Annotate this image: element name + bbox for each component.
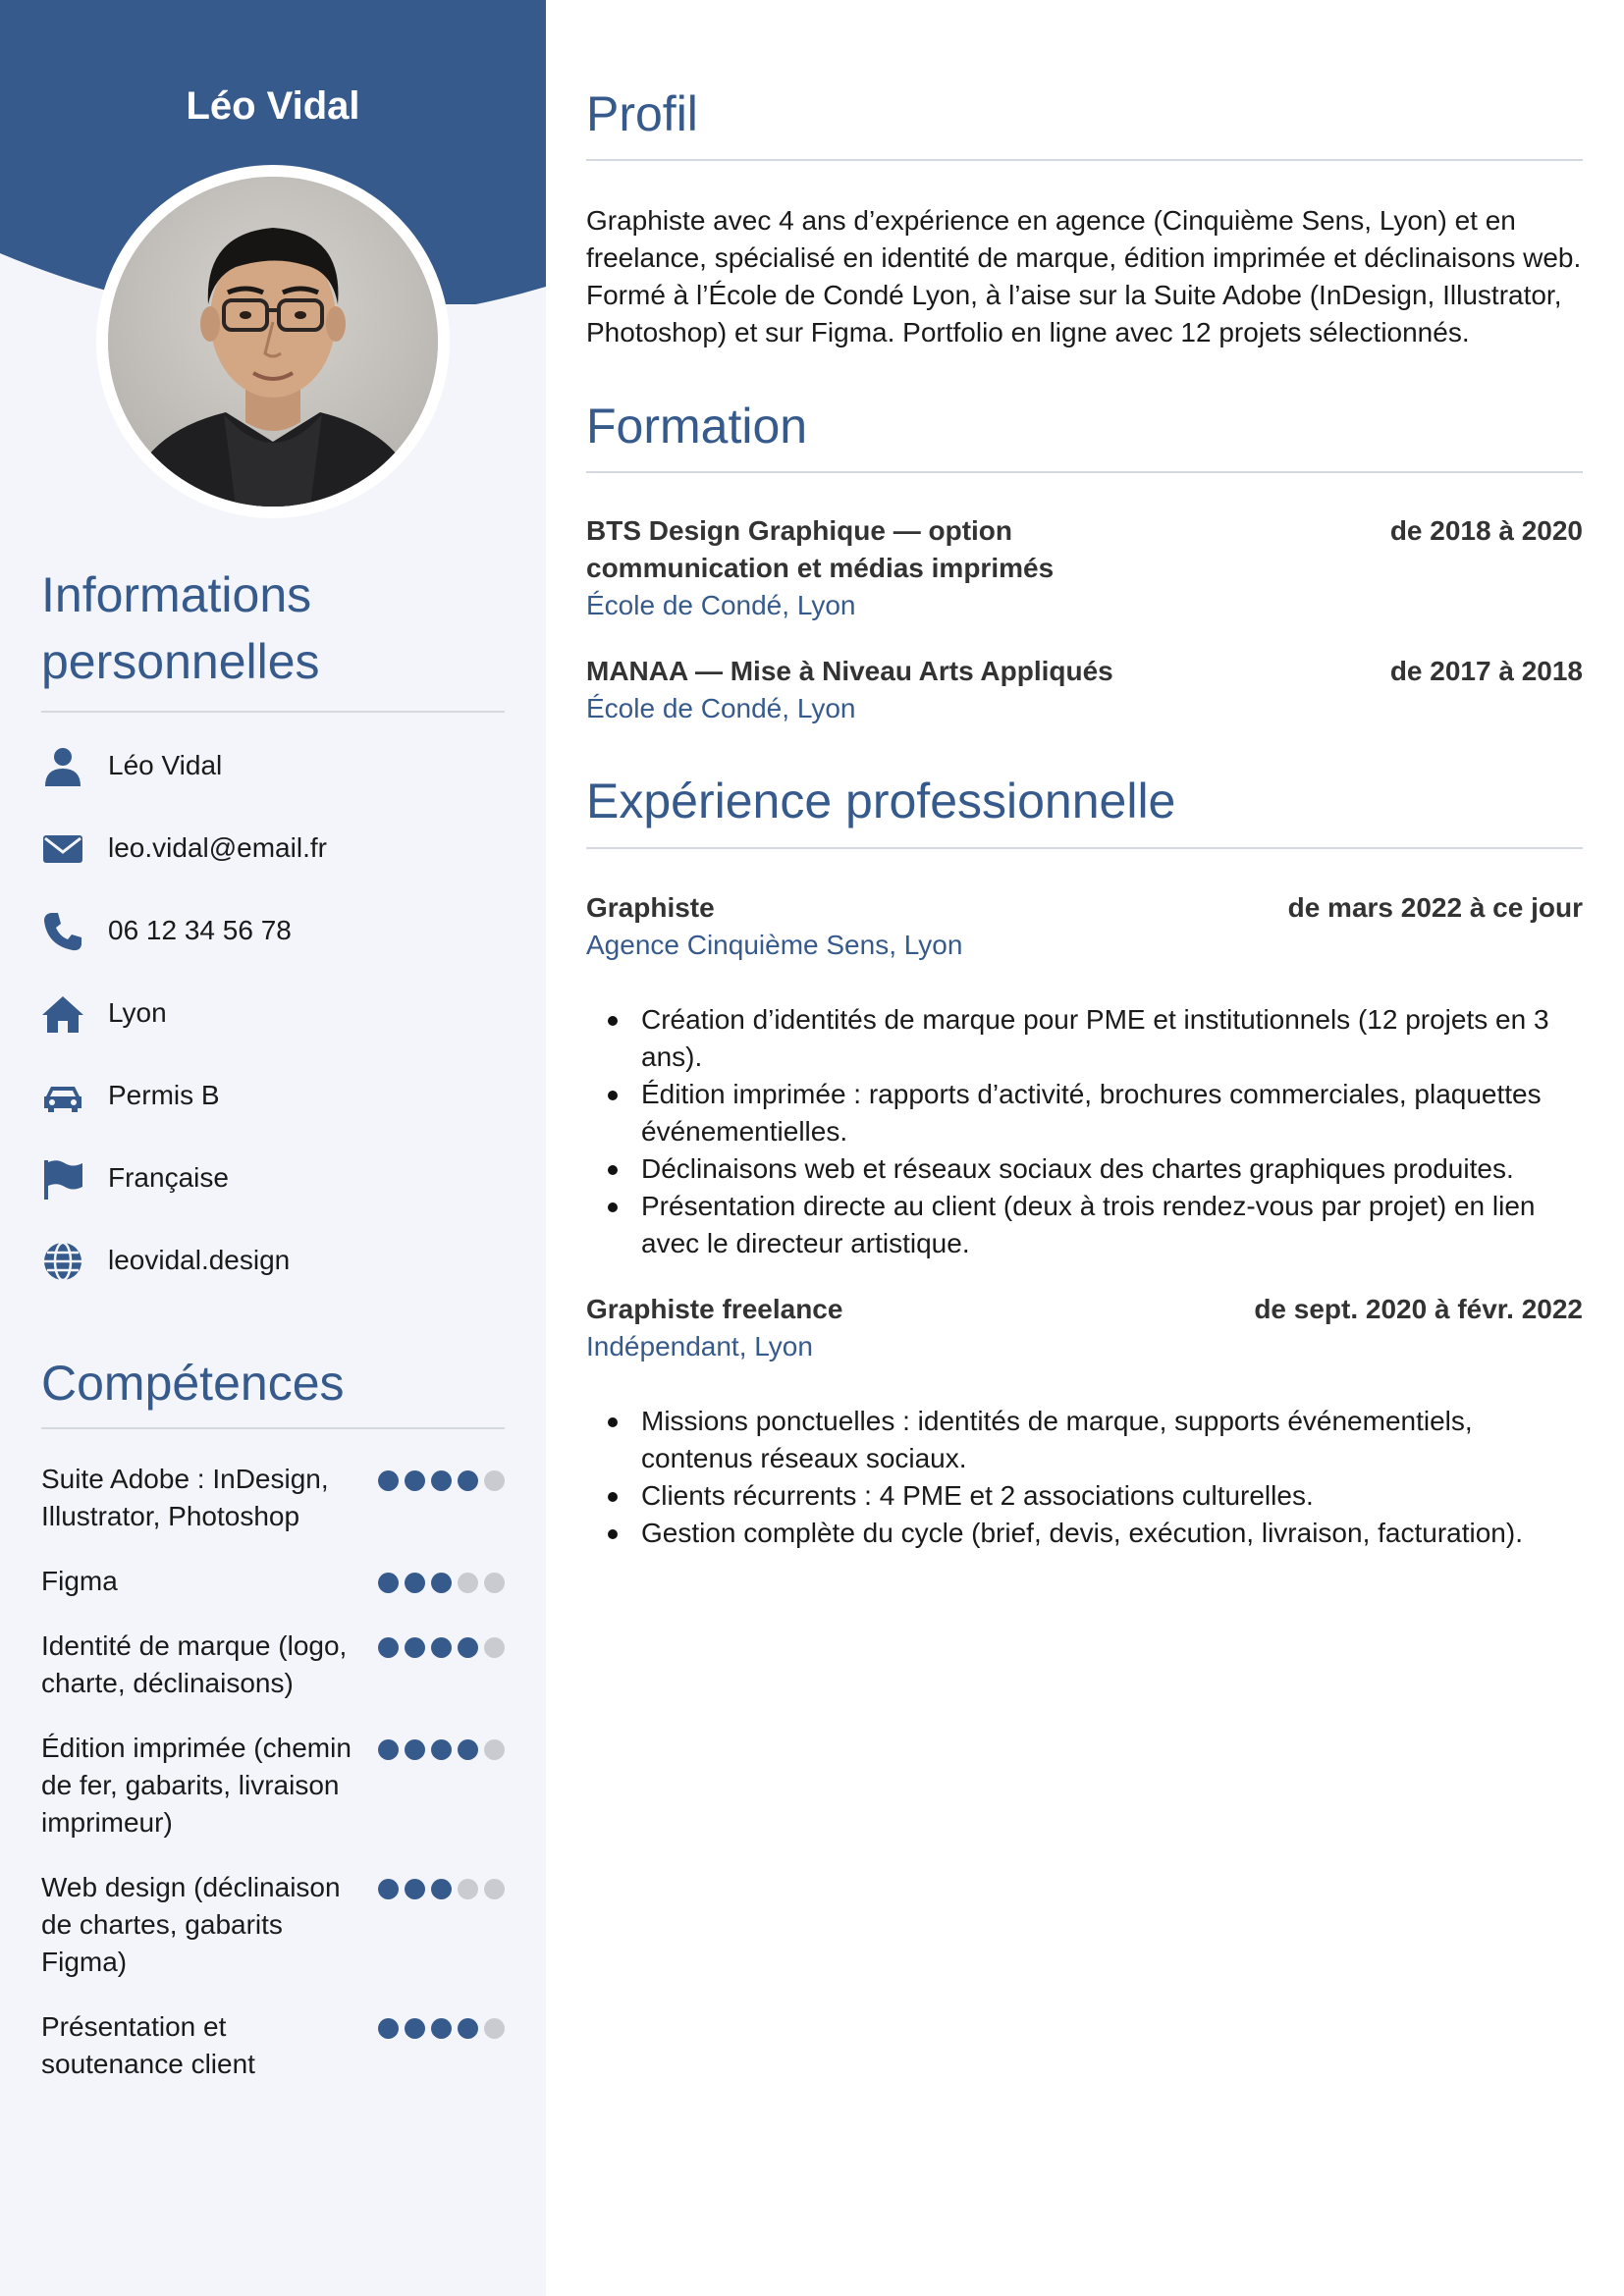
- bullet-item: Clients récurrents : 4 PME et 2 associations culturelles.: [586, 1477, 1583, 1515]
- skill-dot-filled: [378, 1739, 399, 1760]
- skill-dot-empty: [484, 1573, 505, 1593]
- bullet-item: Édition imprimée : rapports d’activité, brochures commerciales, plaquettes événementielles.: [586, 1076, 1583, 1150]
- entry-title: BTS Design Graphique — option communication et médias imprimés: [586, 515, 1055, 583]
- skill-level-dots: [378, 2018, 505, 2083]
- skill-dot-filled: [458, 1637, 478, 1658]
- profile-photo-frame: [96, 165, 450, 518]
- skill-level-dots: [378, 1637, 505, 1702]
- skill-level-dots: [378, 1573, 505, 1600]
- info-item-label: leovidal.design: [108, 1245, 291, 1275]
- skill-row: [41, 2008, 505, 2083]
- entry-title: Graphiste freelance: [586, 1294, 843, 1324]
- skill-level-dots: [378, 1470, 505, 1535]
- info-item-website: [41, 1236, 505, 1318]
- skill-name: Édition imprimée (chemin de fer, gabarits, livraison imprimeur): [41, 1733, 352, 1838]
- info-item-label: 06 12 34 56 78: [108, 915, 292, 945]
- skill-dot-filled: [405, 1573, 425, 1593]
- profile-section-title: Profil: [586, 86, 698, 141]
- skill-dot-filled: [378, 1470, 399, 1491]
- info-item-label: Française: [108, 1162, 229, 1193]
- info-item-nationality: [41, 1153, 505, 1236]
- skill-dot-filled: [458, 2018, 478, 2039]
- skill-dot-empty: [484, 1879, 505, 1899]
- entry-date: de sept. 2020 à févr. 2022: [1254, 1294, 1583, 1324]
- flag-icon: [41, 1157, 84, 1201]
- education-divider: [586, 471, 1583, 473]
- skill-dot-filled: [458, 1739, 478, 1760]
- user-icon: [41, 745, 84, 788]
- skill-dot-empty: [458, 1573, 478, 1593]
- info-section-title: Informations personnelles: [41, 567, 320, 689]
- info-item-name: [41, 741, 505, 824]
- skill-dot-filled: [378, 1573, 399, 1593]
- entry-date: de mars 2022 à ce jour: [1287, 892, 1583, 923]
- entry-bullets: [586, 1403, 1583, 1552]
- experience-entry: [586, 889, 1583, 1262]
- profile-summary: Graphiste avec 4 ans d’expérience en agence (Cinquième Sens, Lyon) et en freelance, spécialisé en identité de marque, édition imprimée et déclinaisons web. Formé à l’École de Condé Lyon, à l’aise sur la Suite Adobe (InDesign, Illustrator, Photoshop) et sur Figma. Portfolio en ligne avec 12 projets sélectionnés.: [586, 205, 1582, 347]
- bullet-item: Présentation directe au client (deux à trois rendez-vous par projet) en lien avec le directeur artistique.: [586, 1188, 1583, 1262]
- bullet-item: Création d’identités de marque pour PME et institutionnels (12 projets en 3 ans).: [586, 1001, 1583, 1076]
- entry-date: de 2017 à 2018: [1389, 656, 1583, 686]
- entry-organization: École de Condé, Lyon: [586, 590, 856, 620]
- info-item-label: Lyon: [108, 997, 167, 1028]
- experience-section-title: Expérience professionnelle: [586, 774, 1176, 828]
- info-item-label: leo.vidal@email.fr: [108, 832, 327, 863]
- profile-divider: [586, 159, 1583, 161]
- home-icon: [41, 992, 84, 1036]
- skill-dot-filled: [431, 1470, 452, 1491]
- education-entry: [586, 512, 1583, 624]
- info-item-email: [41, 824, 505, 906]
- education-section-title: Formation: [586, 399, 808, 454]
- skill-row: [41, 1730, 505, 1842]
- phone-icon: [41, 910, 84, 953]
- skill-dot-filled: [431, 1879, 452, 1899]
- skill-dot-filled: [378, 1637, 399, 1658]
- skill-row: [41, 1628, 505, 1702]
- candidate-name: Léo Vidal: [186, 84, 360, 128]
- envelope-icon: [41, 828, 84, 871]
- skill-name: Présentation et soutenance client: [41, 2011, 255, 2079]
- skill-dot-filled: [458, 1470, 478, 1491]
- info-divider: [41, 711, 505, 713]
- skill-dot-empty: [484, 2018, 505, 2039]
- info-item-label: Permis B: [108, 1080, 220, 1110]
- globe-icon: [41, 1240, 84, 1283]
- entry-organization: Agence Cinquième Sens, Lyon: [586, 930, 963, 960]
- bullet-item: Gestion complète du cycle (brief, devis, exécution, livraison, facturation).: [586, 1515, 1583, 1552]
- info-item-city: [41, 988, 505, 1071]
- car-icon: [41, 1075, 84, 1118]
- bullet-item: Missions ponctuelles : identités de marque, supports événementiels, contenus réseaux sociaux.: [586, 1403, 1583, 1477]
- skill-dot-filled: [405, 1739, 425, 1760]
- skill-dot-empty: [484, 1470, 505, 1491]
- entry-title: MANAA — Mise à Niveau Arts Appliqués: [586, 656, 1113, 686]
- experience-divider: [586, 847, 1583, 849]
- skill-dot-filled: [378, 1879, 399, 1899]
- education-entry: [586, 653, 1583, 727]
- skill-row: [41, 1869, 505, 1981]
- entry-organization: Indépendant, Lyon: [586, 1331, 813, 1362]
- skill-dot-filled: [431, 1739, 452, 1760]
- skill-level-dots: [378, 1879, 505, 1981]
- entry-date: de 2018 à 2020: [1389, 515, 1583, 546]
- skills-section-title: Compétences: [41, 1356, 345, 1411]
- skill-dot-filled: [405, 1637, 425, 1658]
- skill-dot-filled: [378, 2018, 399, 2039]
- entry-organization: École de Condé, Lyon: [586, 693, 856, 723]
- skill-dot-filled: [431, 1637, 452, 1658]
- skill-row: [41, 1563, 505, 1600]
- experience-entry: [586, 1291, 1583, 1552]
- skill-dot-filled: [405, 1879, 425, 1899]
- sidebar: [0, 0, 546, 2296]
- skill-dot-filled: [405, 1470, 425, 1491]
- entry-title: Graphiste: [586, 892, 715, 923]
- skill-name: Identité de marque (logo, charte, déclinaisons): [41, 1630, 348, 1698]
- skill-dot-empty: [458, 1879, 478, 1899]
- personal-info-list: [41, 741, 505, 1318]
- info-item-phone: [41, 906, 505, 988]
- entry-bullets: [586, 1001, 1583, 1262]
- skill-dot-empty: [484, 1739, 505, 1760]
- skill-row: [41, 1461, 505, 1535]
- skill-dot-empty: [484, 1637, 505, 1658]
- info-item-license: [41, 1071, 505, 1153]
- skill-name: Suite Adobe : InDesign, Illustrator, Photoshop: [41, 1464, 329, 1531]
- skill-dot-filled: [431, 1573, 452, 1593]
- skill-name: Figma: [41, 1566, 118, 1596]
- skill-level-dots: [378, 1739, 505, 1842]
- profile-photo: [108, 177, 438, 507]
- skill-dot-filled: [405, 2018, 425, 2039]
- skills-list: [41, 1461, 505, 2083]
- info-item-label: Léo Vidal: [108, 750, 223, 780]
- bullet-item: Déclinaisons web et réseaux sociaux des chartes graphiques produites.: [586, 1150, 1583, 1188]
- skill-name: Web design (déclinaison de chartes, gabarits Figma): [41, 1872, 341, 1977]
- skills-divider: [41, 1427, 505, 1429]
- skill-dot-filled: [431, 2018, 452, 2039]
